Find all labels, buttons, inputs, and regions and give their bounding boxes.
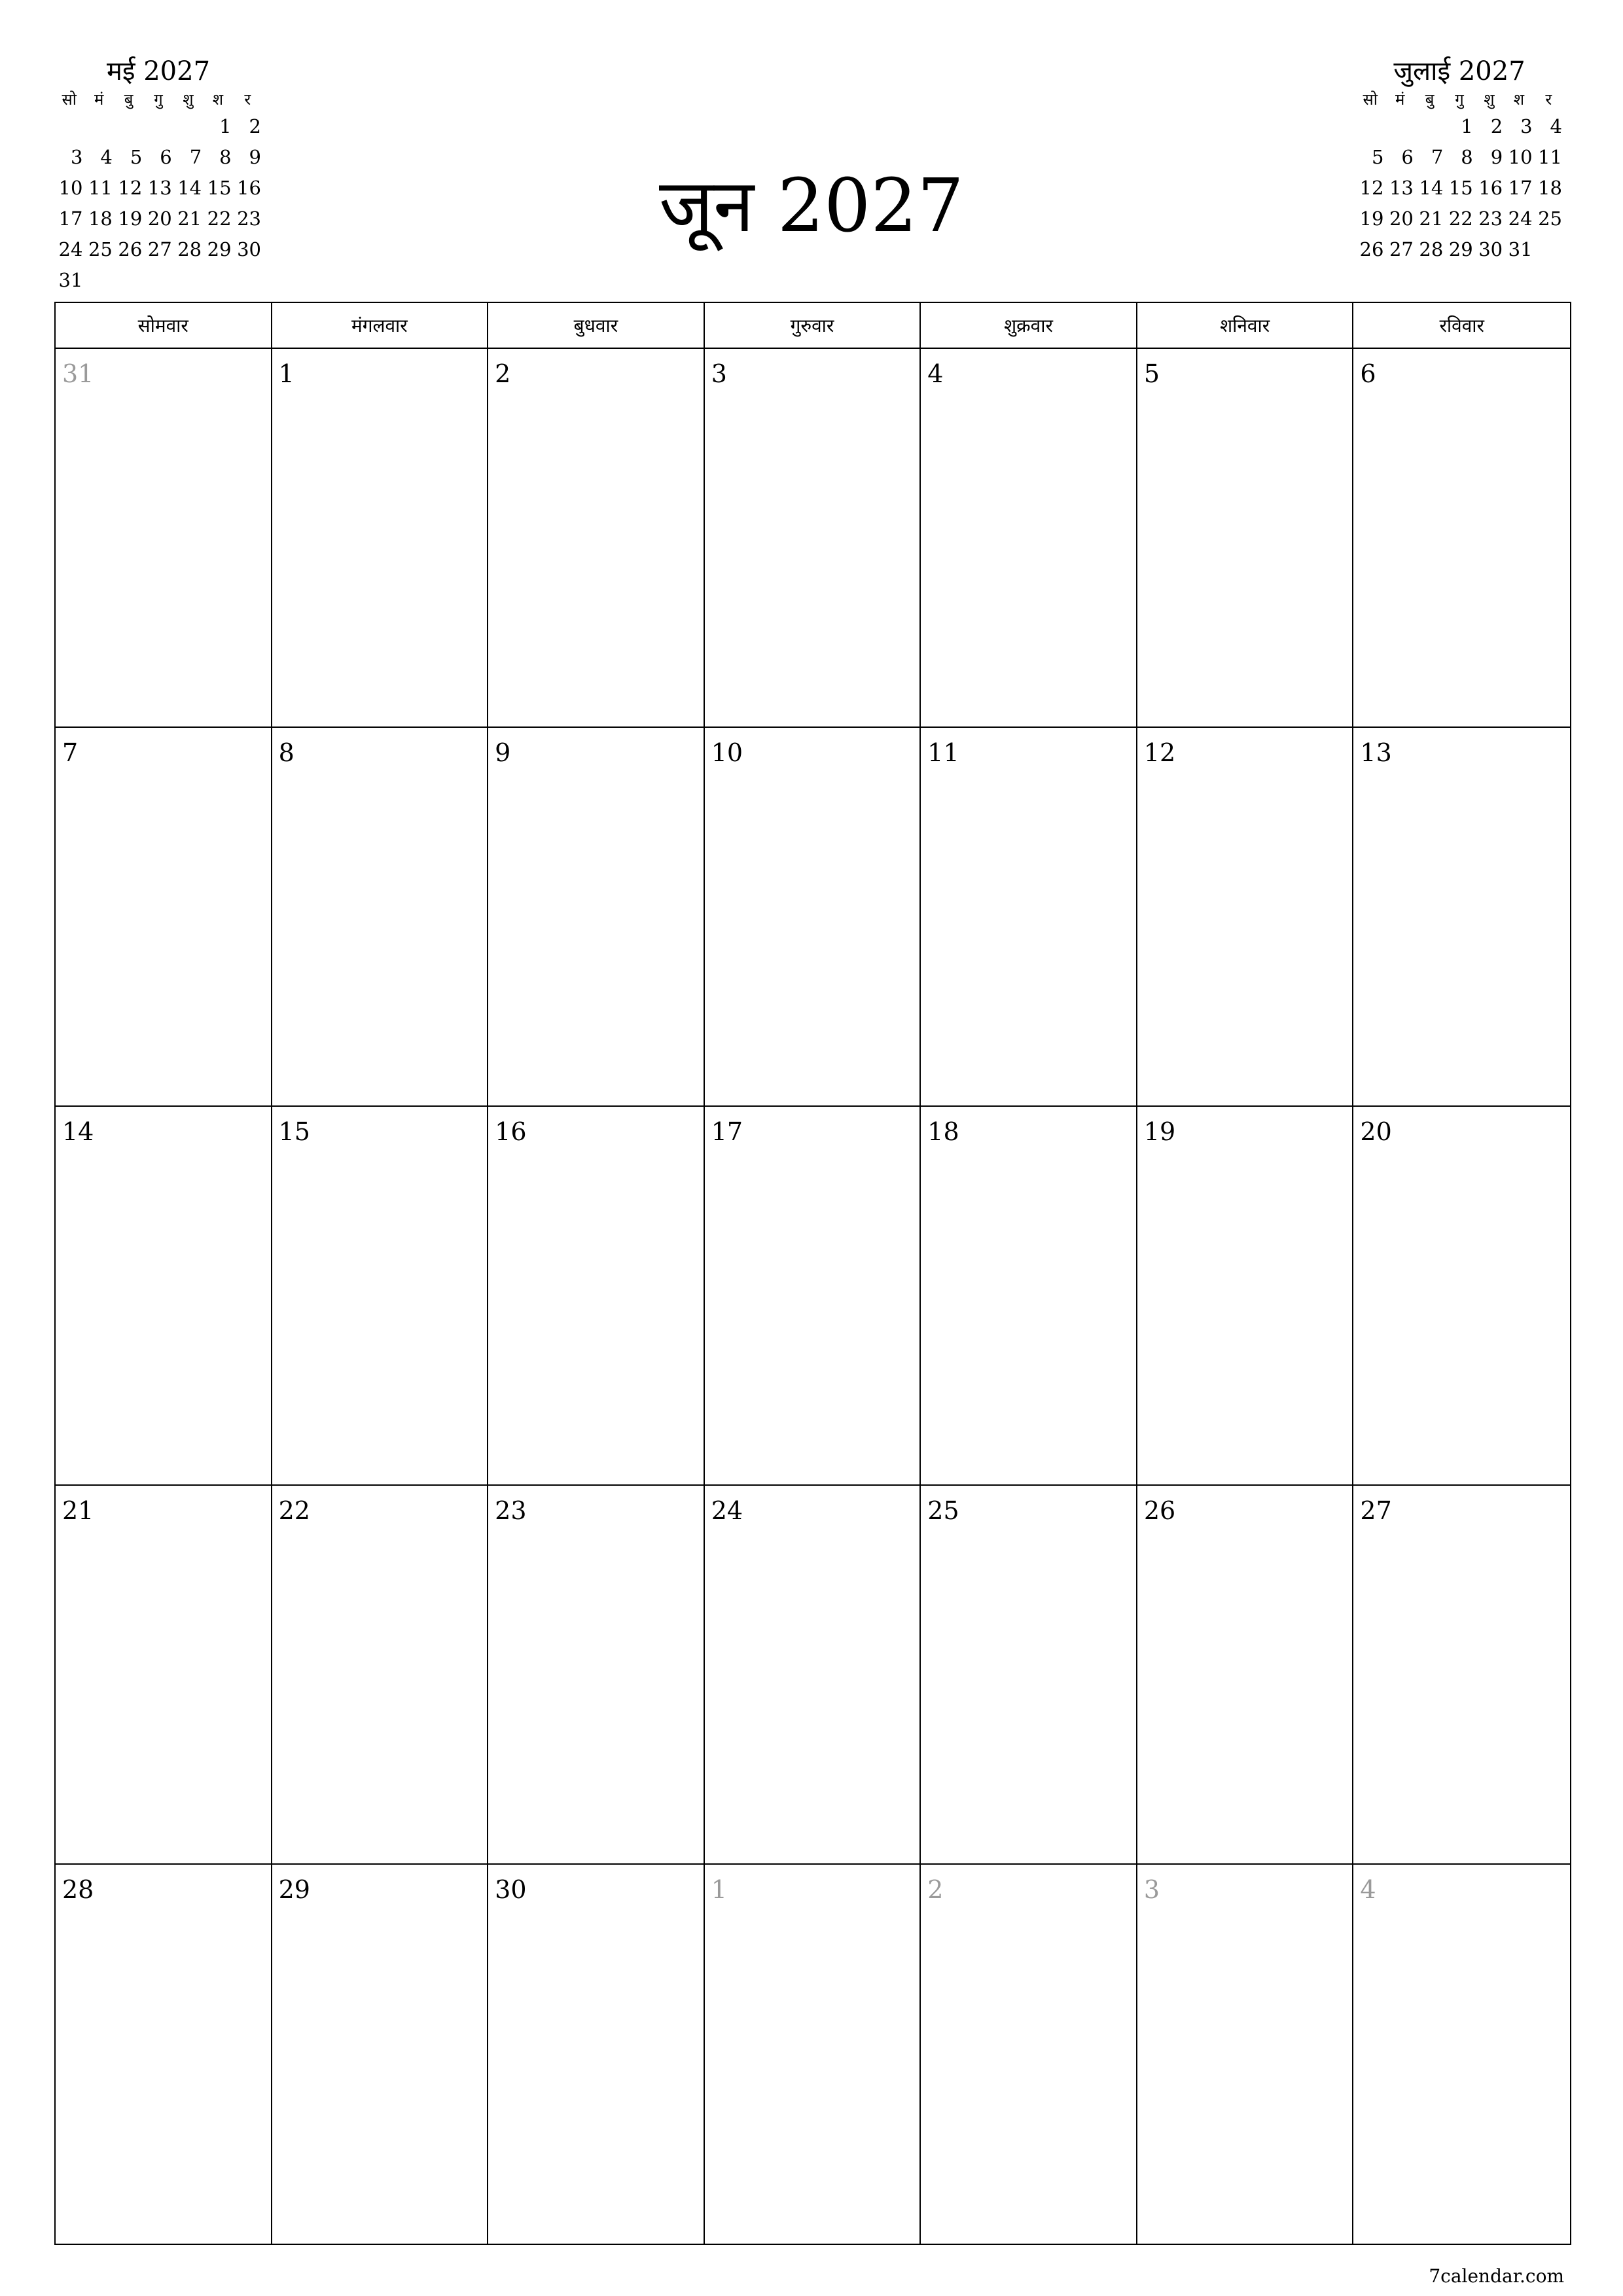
month-grid: [54, 302, 1571, 2245]
day-cell[interactable]: [1353, 1486, 1570, 1865]
mini-day: 16: [1478, 177, 1503, 199]
mini-day: 10: [1508, 146, 1533, 168]
mini-day: 11: [88, 177, 113, 199]
day-cell[interactable]: [488, 1486, 705, 1865]
weekday-header: मंगलवार: [272, 303, 489, 349]
mini-day: 3: [70, 146, 83, 168]
mini-day: 25: [1538, 207, 1562, 230]
mini-day: 24: [1508, 207, 1533, 230]
day-number: 19: [1143, 1117, 1176, 1146]
mini-day: 26: [118, 238, 143, 260]
day-cell[interactable]: [1137, 1865, 1354, 2244]
mini-day: 23: [237, 207, 261, 230]
mini-day: 13: [147, 177, 172, 199]
day-cell[interactable]: [705, 1486, 921, 1865]
mini-day: 19: [118, 207, 143, 230]
weekday-header: रविवार: [1353, 303, 1570, 349]
day-number: 2: [927, 1875, 944, 1904]
day-number: 29: [278, 1875, 310, 1904]
mini-day: 20: [147, 207, 172, 230]
day-cell[interactable]: [488, 1107, 705, 1486]
day-cell[interactable]: [705, 1107, 921, 1486]
day-cell[interactable]: [272, 1865, 489, 2244]
day-number: 9: [495, 738, 511, 767]
footer-credit: 7calendar.com: [1429, 2265, 1564, 2287]
day-number: 1: [278, 359, 294, 388]
day-number: 30: [495, 1875, 527, 1904]
mini-day: [173, 111, 203, 142]
mini-day: [114, 111, 143, 142]
day-number: 18: [927, 1117, 959, 1146]
mini-weekday-label: गु: [154, 90, 163, 109]
day-cell[interactable]: [705, 728, 921, 1107]
day-cell[interactable]: [56, 1107, 272, 1486]
mini-day: 27: [147, 238, 172, 260]
mini-weekday-label: सो: [62, 90, 77, 109]
weekday-header: शुक्रवार: [921, 303, 1137, 349]
day-cell[interactable]: [56, 349, 272, 728]
day-cell[interactable]: [488, 1865, 705, 2244]
day-number: 21: [62, 1496, 94, 1525]
mini-day: [1385, 111, 1414, 142]
day-number: 12: [1143, 738, 1176, 767]
day-cell[interactable]: [921, 728, 1137, 1107]
day-number: 20: [1360, 1117, 1392, 1146]
day-cell[interactable]: [56, 728, 272, 1107]
day-number: 31: [62, 359, 94, 388]
day-number: 3: [1143, 1875, 1160, 1904]
day-cell[interactable]: [1137, 728, 1354, 1107]
weekday-header: सोमवार: [56, 303, 272, 349]
day-number: 26: [1143, 1496, 1176, 1525]
mini-day: [203, 265, 232, 296]
mini-day: 31: [1508, 238, 1533, 260]
mini-day: 21: [177, 207, 202, 230]
mini-day: 17: [1508, 177, 1533, 199]
day-number: 10: [711, 738, 743, 767]
weekday-header: बुधवार: [488, 303, 705, 349]
mini-day: 27: [1389, 238, 1414, 260]
mini-calendar-next-month: [1355, 55, 1563, 265]
mini-weekday-label: मं: [1395, 90, 1405, 109]
mini-day: 14: [177, 177, 202, 199]
mini-day: 28: [177, 238, 202, 260]
mini-day: 5: [130, 146, 143, 168]
mini-day: 18: [1538, 177, 1562, 199]
mini-calendar-title: मई 2027: [106, 56, 211, 86]
day-cell[interactable]: [272, 1107, 489, 1486]
mini-day: [143, 265, 173, 296]
mini-day: 9: [249, 146, 261, 168]
day-number: 17: [711, 1117, 743, 1146]
day-cell[interactable]: [1353, 1865, 1570, 2244]
day-cell[interactable]: [1137, 1486, 1354, 1865]
mini-day: 6: [1401, 146, 1414, 168]
mini-day: [233, 265, 262, 296]
mini-day: 1: [1461, 115, 1473, 137]
mini-weekday-label: बु: [124, 90, 134, 109]
mini-day: 30: [237, 238, 261, 260]
day-cell[interactable]: [272, 728, 489, 1107]
day-cell[interactable]: [705, 1865, 921, 2244]
mini-day: 29: [1448, 238, 1473, 260]
day-cell[interactable]: [1353, 349, 1570, 728]
day-cell[interactable]: [921, 349, 1137, 728]
mini-day: [1355, 111, 1385, 142]
day-cell[interactable]: [56, 1486, 272, 1865]
mini-day: 26: [1359, 238, 1384, 260]
mini-day: [1415, 111, 1444, 142]
mini-day: 8: [1461, 146, 1473, 168]
page-title: जून 2027: [659, 164, 964, 249]
mini-weekday-label: बु: [1425, 90, 1435, 109]
day-cell[interactable]: [705, 349, 921, 728]
mini-day: 31: [58, 269, 83, 291]
mini-day: 2: [249, 115, 261, 137]
mini-day: 16: [237, 177, 261, 199]
mini-day: 25: [88, 238, 113, 260]
mini-day: 1: [219, 115, 232, 137]
day-number: 4: [927, 359, 944, 388]
mini-calendar-grid: [54, 88, 262, 296]
mini-weekday-label: गु: [1455, 90, 1464, 109]
day-number: 13: [1360, 738, 1392, 767]
mini-day: 21: [1419, 207, 1444, 230]
day-cell[interactable]: [921, 1107, 1137, 1486]
mini-day: [143, 111, 173, 142]
mini-day: 22: [207, 207, 232, 230]
day-number: 11: [927, 738, 959, 767]
day-number: 23: [495, 1496, 527, 1525]
day-cell[interactable]: [272, 349, 489, 728]
mini-day: [114, 265, 143, 296]
mini-day: 9: [1490, 146, 1503, 168]
mini-day: [84, 265, 113, 296]
mini-calendar-prev-month: [54, 55, 262, 296]
day-cell[interactable]: [488, 349, 705, 728]
mini-day: 28: [1419, 238, 1444, 260]
mini-day: 24: [58, 238, 83, 260]
mini-day: 10: [58, 177, 83, 199]
mini-day: 4: [1550, 115, 1562, 137]
mini-weekday-label: सो: [1363, 90, 1378, 109]
day-number: 14: [62, 1117, 94, 1146]
mini-day: 13: [1389, 177, 1414, 199]
mini-weekday-label: शु: [1484, 90, 1495, 109]
mini-day: 18: [88, 207, 113, 230]
mini-day: [173, 265, 203, 296]
mini-weekday-label: श: [212, 90, 224, 109]
day-number: 5: [1143, 359, 1160, 388]
mini-day: 11: [1538, 146, 1562, 168]
mini-weekday-label: र: [244, 90, 251, 109]
day-cell[interactable]: [272, 1486, 489, 1865]
mini-day: 30: [1478, 238, 1503, 260]
mini-day: 4: [100, 146, 113, 168]
day-number: 6: [1360, 359, 1376, 388]
mini-day: [84, 111, 113, 142]
mini-weekday-label: शु: [183, 90, 194, 109]
mini-day: 14: [1419, 177, 1444, 199]
mini-day: 17: [58, 207, 83, 230]
day-number: 16: [495, 1117, 527, 1146]
day-number: 1: [711, 1875, 727, 1904]
mini-weekday-label: मं: [94, 90, 104, 109]
day-number: 25: [927, 1496, 959, 1525]
day-number: 28: [62, 1875, 94, 1904]
day-cell[interactable]: [1137, 349, 1354, 728]
mini-weekday-label: श: [1513, 90, 1525, 109]
day-cell[interactable]: [56, 1865, 272, 2244]
day-cell[interactable]: [921, 1865, 1137, 2244]
day-number: 8: [278, 738, 294, 767]
day-number: 7: [62, 738, 79, 767]
mini-day: 7: [189, 146, 202, 168]
mini-day: [54, 111, 84, 142]
mini-day: 12: [1359, 177, 1384, 199]
weekday-header: शनिवार: [1137, 303, 1354, 349]
day-cell[interactable]: [1137, 1107, 1354, 1486]
day-cell[interactable]: [1353, 728, 1570, 1107]
mini-calendar-title: जुलाई 2027: [1393, 56, 1525, 86]
day-cell[interactable]: [921, 1486, 1137, 1865]
mini-day: 15: [207, 177, 232, 199]
mini-day: 23: [1478, 207, 1503, 230]
day-number: 15: [278, 1117, 310, 1146]
mini-weekday-label: र: [1545, 90, 1552, 109]
mini-day: 20: [1389, 207, 1414, 230]
mini-day: 29: [207, 238, 232, 260]
mini-day: 7: [1431, 146, 1444, 168]
day-number: 4: [1360, 1875, 1376, 1904]
mini-day: 19: [1359, 207, 1384, 230]
day-cell[interactable]: [488, 728, 705, 1107]
day-number: 27: [1360, 1496, 1392, 1525]
mini-day: 3: [1520, 115, 1533, 137]
mini-day: 12: [118, 177, 143, 199]
mini-day: 5: [1371, 146, 1384, 168]
day-number: 3: [711, 359, 727, 388]
day-cell[interactable]: [1353, 1107, 1570, 1486]
mini-day: 8: [219, 146, 232, 168]
mini-day: 15: [1448, 177, 1473, 199]
mini-day: [1534, 234, 1563, 265]
mini-calendar-grid: [1355, 88, 1563, 265]
weekday-header: गुरुवार: [705, 303, 921, 349]
day-number: 2: [495, 359, 511, 388]
mini-day: 22: [1448, 207, 1473, 230]
mini-day: 2: [1490, 115, 1503, 137]
mini-day: 6: [160, 146, 172, 168]
day-number: 22: [278, 1496, 310, 1525]
day-number: 24: [711, 1496, 743, 1525]
